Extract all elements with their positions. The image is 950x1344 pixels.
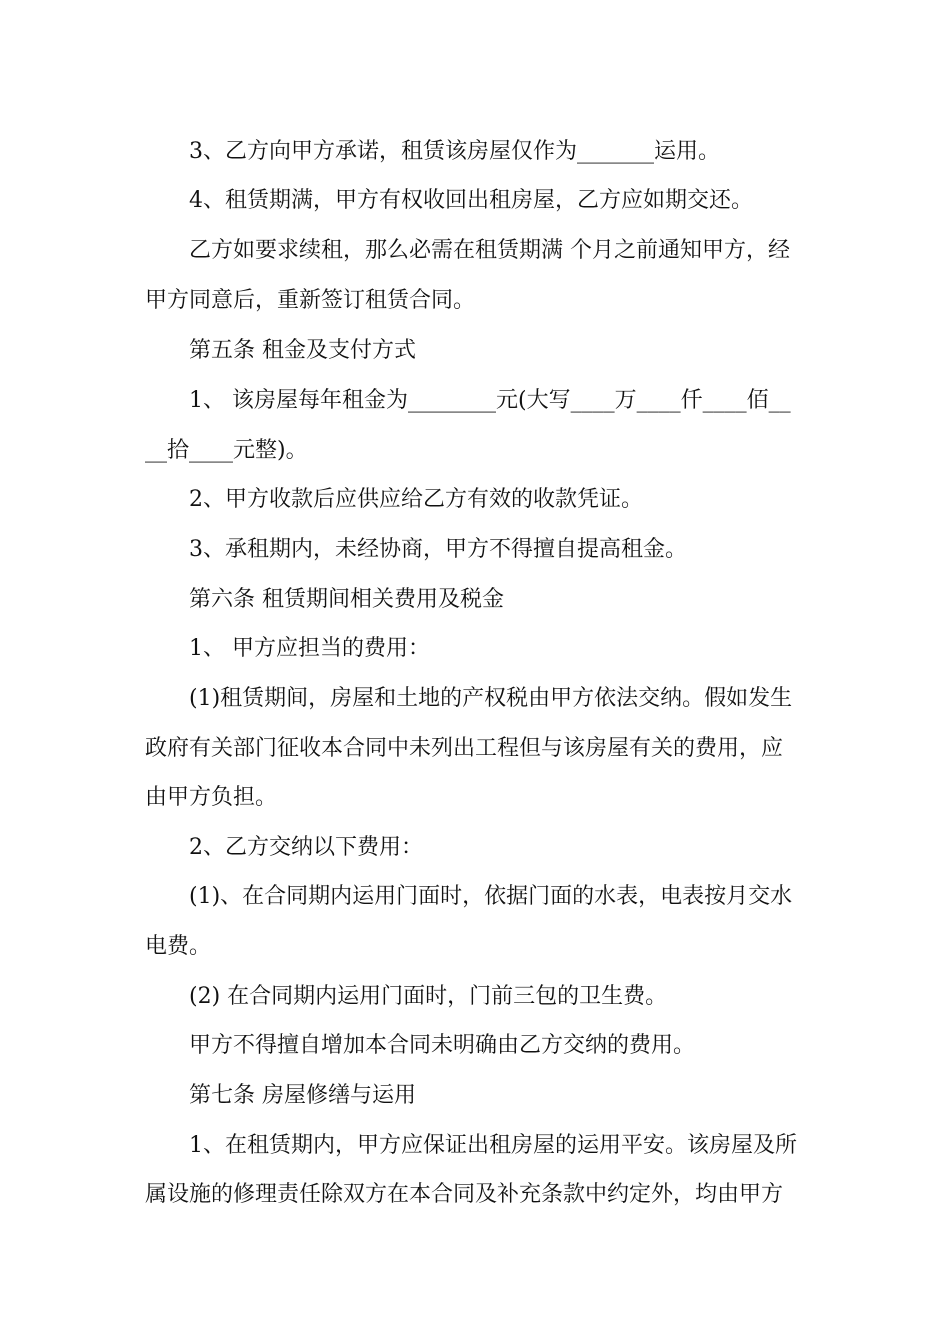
clause-4-item-3: 3、乙方向甲方承诺，租赁该房屋仅作为_______运用。 xyxy=(189,139,720,164)
article-6-item-2-sub-1-line-2: 电费。 xyxy=(145,934,212,959)
article-7-item-1-line-2: 属设施的修理责任除双方在本合同及补充条款中约定外，均由甲方 xyxy=(145,1182,784,1207)
article-6-item-2-sub-1-line-1: (1)、在合同期内运用门面时，依据门面的水表，电表按月交水 xyxy=(189,884,793,909)
article-6-item-1-sub-1-line-2: 政府有关部门征收本合同中未列出工程但与该房屋有关的费用，应 xyxy=(145,736,784,761)
renewal-paragraph-line-2: 甲方同意后，重新签订租赁合同。 xyxy=(145,288,476,313)
article-7-heading: 第七条 房屋修缮与运用 xyxy=(189,1083,416,1108)
article-6-closing-paragraph: 甲方不得擅自增加本合同未明确由乙方交纳的费用。 xyxy=(189,1033,696,1058)
article-7-item-1-line-1: 1、在租赁期内，甲方应保证出租房屋的运用平安。该房屋及所 xyxy=(189,1133,797,1158)
article-6-heading: 第六条 租赁期间相关费用及税金 xyxy=(189,587,504,612)
article-6-item-2-sub-2: (2) 在合同期内运用门面时，门前三包的卫生费。 xyxy=(189,984,668,1009)
article-6-item-1: 1、 甲方应担当的费用： xyxy=(189,636,430,661)
article-5-heading: 第五条 租金及支付方式 xyxy=(189,338,416,363)
article-6-item-1-sub-1-line-1: (1)租赁期间，房屋和土地的产权税由甲方依法交纳。假如发生 xyxy=(189,686,793,711)
clause-4-item-4: 4、租赁期满，甲方有权收回出租房屋，乙方应如期交还。 xyxy=(189,188,753,213)
renewal-paragraph-line-1: 乙方如要求续租，那么必需在租赁期满 个月之前通知甲方，经 xyxy=(189,238,790,263)
article-5-item-1-line-2: __拾____元整)。 xyxy=(145,438,308,463)
article-5-item-3: 3、承租期内，未经协商，甲方不得擅自提高租金。 xyxy=(189,537,687,562)
article-5-item-1-line-1: 1、 该房屋每年租金为________元(大写____万____仟____佰__ xyxy=(189,388,791,413)
article-6-item-2: 2、乙方交纳以下费用： xyxy=(189,835,423,860)
article-5-item-2: 2、甲方收款后应供应给乙方有效的收款凭证。 xyxy=(189,487,643,512)
article-6-item-1-sub-1-line-3: 由甲方负担。 xyxy=(145,785,278,810)
